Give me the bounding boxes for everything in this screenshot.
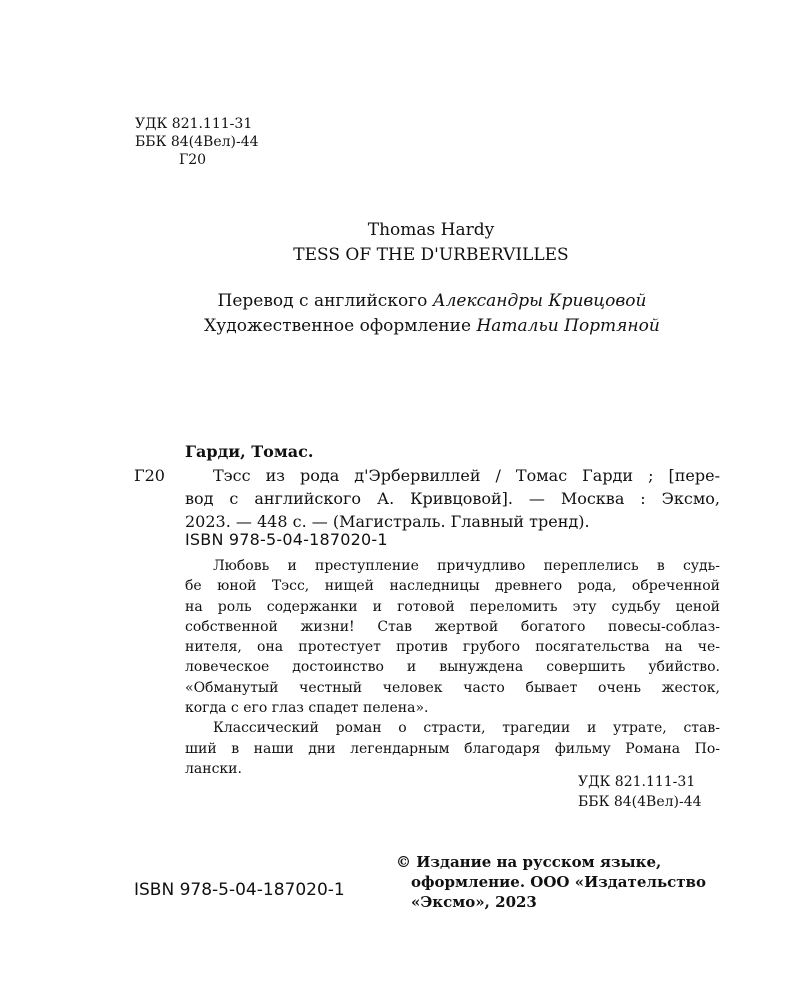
copyright-line: оформление. ООО «Издательство xyxy=(411,873,706,891)
original-author: Thomas Hardy xyxy=(367,220,495,240)
annotation xyxy=(185,556,720,779)
annotation-line: Любовь и преступление причудливо переплелись в судь- xyxy=(213,558,720,574)
copyright-line: © Издание на русском языке, xyxy=(396,853,662,871)
biblio-line: вод с английского А. Кривцовой]. — Москва : Эксмо, xyxy=(185,489,720,508)
annotation-line: нителя, она протестует против грубого посягательства на че- xyxy=(185,639,720,656)
biblio-line: 2023. — 448 с. — (Магистраль. Главный тренд). xyxy=(185,512,590,531)
translator-name: Александры Кривцовой xyxy=(432,291,647,311)
annotation-line: бе юной Тэсс, нищей наследницы древнего рода, обреченной xyxy=(185,578,720,595)
classification-codes-top xyxy=(135,115,259,169)
catalog-heading: Гарди, Томас. xyxy=(185,442,314,461)
udk-code-bottom: УДК 821.111-31 xyxy=(578,774,696,790)
designer-name: Натальи Портяной xyxy=(476,316,660,336)
annotation-line: когда с его глаз спадет пелена». xyxy=(185,700,429,717)
udk-code: УДК 821.111-31 xyxy=(135,116,253,132)
biblio-line: Тэсс из рода д'Эрбервиллей / Томас Гарди ; [пере- xyxy=(213,466,720,485)
isbn-catalog: ISBN 978-5-04-187020-1 xyxy=(185,530,388,549)
classification-codes-bottom xyxy=(578,772,702,812)
copyright-notice xyxy=(396,852,706,912)
bbk-code-bottom: ББК 84(4Вел)-44 xyxy=(578,794,702,810)
annotation-line: «Обманутый честный человек часто бывает очень жесток, xyxy=(185,679,720,696)
annotation-line: собственной жизни! Став жертвой богатого повесы-соблаз- xyxy=(185,618,720,635)
bbk-code: ББК 84(4Вел)-44 xyxy=(135,134,259,150)
original-title: TESS OF THE D'URBERVILLES xyxy=(293,245,569,265)
translation-prefix: Перевод с английского xyxy=(217,291,428,311)
annotation-line: ловеческое достоинство и вынуждена совершить убийство. xyxy=(185,659,720,676)
bibliographic-description xyxy=(185,464,720,533)
design-prefix: Художественное оформление xyxy=(204,316,472,336)
catalog-code: Г20 xyxy=(134,466,165,485)
design-credit xyxy=(0,314,800,339)
annotation-line: ший в наши дни легендарным благодаря фильму Романа По- xyxy=(185,740,720,757)
isbn-footer: ISBN 978-5-04-187020-1 xyxy=(134,880,345,900)
translation-credit xyxy=(0,289,800,314)
copyright-line: «Эксмо», 2023 xyxy=(411,893,537,911)
annotation-line: Классический роман о страсти, трагедии и утрате, став- xyxy=(213,720,720,737)
annotation-line: на роль содержанки и готовой переломить эту судьбу ценой xyxy=(185,598,720,615)
author-mark: Г20 xyxy=(179,152,207,168)
annotation-line: лански. xyxy=(185,760,242,777)
